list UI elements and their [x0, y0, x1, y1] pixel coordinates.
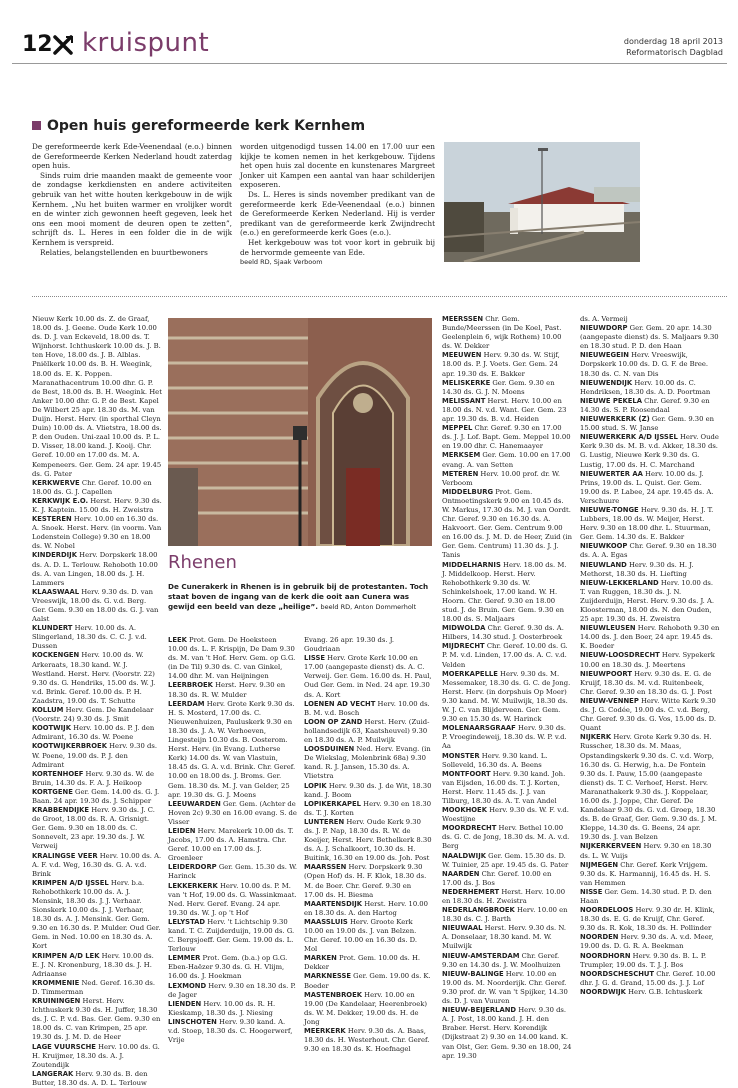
list-item: NIEUWAAL Herst. Herv. 9.30 ds. N. A. Donselaar, 18.30 kand. M. W. Muilwijk: [442, 924, 567, 951]
list-item: MEERKERK Herv. 9.30 ds. A. Baas, 18.30 ds. H. Westerhout. Chr. Geref. 9.30 en 18.30 ds. K. Hoefnagel: [304, 1027, 430, 1054]
section-title: kruispunt: [82, 28, 210, 58]
list-item: MEEUWEN Herv. 9.30 ds. W. Stijf, 18.00 ds. P. J. Voets. Ger. Gem. 24 apr. 19.30 ds. E. Bakker: [442, 351, 560, 378]
paragraph: Het kerkgebouw was tot voor kort in gebruik bij de hervormde gemeente van Ede.: [240, 237, 435, 257]
paper-name: Reformatorisch Dagblad: [626, 48, 723, 57]
church-list-column-4: [442, 315, 572, 1061]
list-item: LEEK Prot. Gem. De Hoeksteen 10.00 ds. L. F. Krispijn, De Dam 9.30 ds. M. van 't Hof. Herv. Gem. op G.G. (in De Til) 9.30 ds. C. van Ginkel, 14.00 dhr. M. van Heijningen: [168, 636, 296, 681]
list-item: MASTENBROEK Herv. 10.00 en 19.00 (De Kandelaar, Heerenbroek) ds. W. M. Dekker, 19.00 ds. H. de Jong: [304, 990, 427, 1026]
paragraph: Ds. L. Heres is sinds november predikant van de gereformeerde kerk Ede-Veenendaal (e.o.) binnen de Gereformeerde Kerken Nederland. Hij is verder predikant van de gereformeerde kerk Zwijndrecht (e.o.) en gereformeerde kerk Goes (e.o.).: [240, 189, 435, 238]
square-bullet-icon: [32, 121, 41, 130]
list-item: LEIDEN Herv. Marekerk 10.00 ds. T. Jacobs, 17.00 ds. A. Hamstra. Chr. Geref. 10.00 en 17.00 ds. J. Groenleer: [168, 826, 294, 863]
list-item: LOPIK Herv. 9.30 ds. J. de Wit, 18.30 kand. J. Boom: [304, 781, 432, 799]
article-kernhem: [32, 118, 732, 298]
list-item: KLAASWAAL Herv. 9.30 ds. D. van Vreeswijk, 18.00 ds. G. v.d. Berg. Ger. Gem. 9.30 en 18.00 ds. G. J. van Aalst: [32, 587, 159, 624]
list-item: NIEUW-VENNEP Herv. Witte Kerk 9.30 ds. J. G. Codée, 19.00 ds. C. v.d. Berg, Chr. Geref. 9.30 ds. G. Vos, 15.00 ds. D. Quant: [580, 696, 717, 733]
list-item: LELYSTAD Herv. 't Lichtschip 9.30 kand. T. C. Zuijderduijn, 19.00 ds. G. C. Bergsjoeff. Ger. Gem. 19.00 ds. L. Terlouw: [168, 917, 295, 954]
list-item: NIEUWKOOP Chr. Geref. 9.30 en 18.30 ds. A. A. Egas: [580, 542, 717, 560]
church-list-column-3: [304, 636, 432, 1054]
list-item: NAARDEN Chr. Geref. 10.00 en 17.00 ds. J. Bos: [442, 869, 552, 887]
list-item: LANGERAK Herv. 9.30 ds. B. den Butter, 18.30 ds. A. D. L. Terlouw: [32, 1069, 148, 1087]
list-item: LAGE VUURSCHE Herv. 10.00 ds. G. H. Kruijmer, 18.30 ds. A. J. Zoutendijk: [32, 1042, 160, 1069]
list-item: Nieuw Kerk 10.00 ds. Z. de Graaf, 18.00 ds. J. Geene. Oude Kerk 10.00 ds. D. J. van Eckeveld, 18.00 ds. T. Wijnhorst. Ichthuskerk 10.00 ds. J. B. ten Hove, 18.00 ds. J. B. Alblas. Pniëlkerk 10.00 ds. B. H. Weegink, 18.00 ds. E. K. Poppen. Maranathacentrum 10.00 dhr. G. P. de Best, 18.00 ds. B. H. Weegink. Het Anker 10.00 dhr. G. P. de Best. Kapel De Wilbert 25 apr. 18.30 ds. M. van Duijn. Herst. Herv. (in sporthal Cleyn Duin) 10.00 ds. A. Vlietstra, 18.00 ds. P. den Ouden. Uni-zaal 10.00 ds. P. L. D. Visser, 18.00 kand. J. Kooij. Chr. Geref. 10.00 en 17.00 ds. M. A. Kempeneers. Ger. Gem. 24 apr. 19.45 ds. G. Pater: [32, 315, 162, 478]
header-rule: [12, 63, 727, 64]
list-item: MERKSEM Ger. Gem. 10.00 en 17.00 evang. A. van Setten: [442, 451, 571, 469]
church-kernhem-photo: [444, 142, 640, 262]
list-item: LISSE Herv. Grote Kerk 10.00 en 17.00 (aangepaste dienst) ds. A. C. Verweij. Ger. Gem. 16.00 ds. H. Paul, Oud Ger. Gem. in Ned. 24 apr. 19.30 ds. A. Kort: [304, 654, 432, 699]
list-item: MOLENAARSGRAAF Herv. 9.30 ds. P. Vroegindeweij, 18.30 ds. W. P. v.d. Aa: [442, 724, 567, 751]
list-item: NOORDSCHESCHUT Chr. Geref. 10.00 dhr. J. G. d. Grand, 15.00 ds. J. J. Lof: [580, 969, 716, 987]
paragraph: Relaties, belangstellenden en buurtbewoners: [40, 247, 208, 257]
list-item: KOOTWIJK Herv. 10.00 ds. P. J. den Admirant, 16.30 ds. W. Poene: [32, 724, 155, 742]
list-item: NEDERLANGBROEK Herv. 10.00 en 18.30 ds. C. J. Barth: [442, 906, 568, 924]
list-item: LEERBROEK Herst. Herv. 9.30 en 18.30 ds. R. W. Mulder: [168, 681, 286, 699]
list-item: ds. A. Vermeij: [580, 315, 628, 323]
list-item: LOOSDUINEN Ned. Herv. Evang. (in De Wiekslag, Molenbrink 68a) 9.30 kand. R. J. Jansen, 15.30 ds. A. Vlietstra: [304, 745, 431, 781]
list-item: NIJKERKERVEEN Herv. 9.30 en 18.30 ds. L. W. Vuijs: [580, 842, 712, 860]
list-item: NIJKERK Herv. Grote Kerk 9.30 ds. H. Russcher, 18.30 ds. M. Maas, Opstandingskerk 9.30 ds. C. v.d. Worp, 16.30 ds. G. Herwig, h.a. De Fontein 9.30 ds. I. Pauw, 15.00 (aangepaste dienst) ds. T. C. Verhoef, Herst. Herv. Maranathakerk 9.30 ds. J. Koppelaar, 16.00 ds. J. Joppe, Chr. Geref. De Kandelaar 9.30 ds. G. v.d. Groep, 18.30 ds. B. de Graaf, Ger. Gem. 9.30 ds. J. M. Kleppe, 14.30 ds. G. Beens, 24 apr. 19.30 ds. J. van Belzen: [580, 733, 717, 842]
photo-credit: beeld RD, Anton Dommerholt: [320, 603, 417, 611]
list-item: MARKEN Prot. Gem. 10.00 ds. H. Dekker: [304, 954, 421, 972]
list-item: NIEUW-BEIJERLAND Herv. 9.30 ds. A. J. Post, 18.00 kand. J. H. den Braber. Herst. Herv. Korendijk (Dijkstraat 2) 9.30 en 14.00 kand. K. van Olst, Ger. Gem. 9.30 en 18.00, 24 apr. 19.30: [442, 1006, 572, 1060]
list-item: NIEUW-LOOSDRECHT Herv. Sypekerk 10.00 en 18.30 ds. J. Meertens: [580, 651, 715, 669]
list-item: KINDERDIJK Herv. Dorpskerk 18.00 ds. A. D. L. Terlouw. Rehoboth 10.00 ds. A. van Lingen, 18.00 ds. J. H. Lammers: [32, 551, 158, 587]
list-item: MARKNESSE Ger. Gem. 19.00 ds. K. Boeder: [304, 972, 431, 990]
list-item: MAASSLUIS Herv. Groote Kerk 10.00 en 19.00 ds. J. van Belzen. Chr. Geref. 10.00 en 16.30 ds. D. Mol: [304, 917, 418, 954]
list-item: MONTFOORT Herv. 9.30 kand. Joh. van Eijsden, 16.00 ds. T. J. Korten, Herst. Herv. 11.45 ds. J. J. van Tilburg, 18.30 ds. A. T. van Andel: [442, 769, 566, 805]
list-item: NIEUWE-TONGE Herv. 9.30 ds. H. J. T. Lubbers, 18.00 ds. W. Meijer, Herst. Herv. 9.30 en 18.00 dhr. L. Stuurman, Ger. Gem. 14.30 ds. E. Bakker: [580, 505, 714, 542]
list-item: LOON OP ZAND Herst. Herv. (Zuid-hollandsedijk 63, Kaatsheuvel) 9.30 en 18.30 ds. A. P. Muilwijk: [304, 717, 430, 745]
page-header: [12, 30, 727, 64]
cunerakerk-photo: [168, 318, 432, 546]
paragraph: Sinds ruim drie maanden maakt de gemeente voor de zondagse kerkdiensten en andere activiteiten gebruik van het witte houten kerkgebouw in de wijk Kernhem. „Nu het buiten warmer en vrolijker wordt en de winter zich gewonnen heeft gegeven, leek het ons een mooi moment de deuren open te zetten”, schrijft ds. L. Heres in een folder die in de wijk Kernhem is verspreid.: [32, 170, 232, 247]
list-item: KOOTWIJKERBROEK Herv. 9.30 ds. W. Poene, 19.00 ds. P. J. den Admirant: [32, 742, 157, 769]
rhenen-title: Rhenen: [168, 552, 237, 573]
list-item: LOENEN AD VECHT Herv. 10.00 ds. B. M. v.d. Bosch: [304, 699, 430, 717]
list-item: MIDWOLDA Chr. Geref. 9.30 ds. A. Hilbers, 14.30 stud. J. Oosterbroek: [442, 624, 564, 642]
list-item: MELISKERKE Ger. Gem. 9.30 en 14.30 ds. G. J. N. Moens: [442, 378, 555, 396]
list-item: KORTGENE Ger. Gem. 14.00 ds. G. J. Baan. 24 apr. 19.30 ds. J. Schipper: [32, 787, 160, 805]
list-item: NIEUWE PEKELA Chr. Geref. 9.30 en 14.30 ds. S. P. Roosendaal: [580, 396, 710, 414]
paragraph: worden uitgenodigd tussen 14.00 en 17.00 uur een kijkje te komen nemen in het kerkgebouw. Tijdens het open huis zal docente en kunstenares Margreet Jonker uit Kampen een aantal van haar schilderijen exposeren.: [240, 142, 435, 190]
list-item: NIEUWERKERK (Z) Ger. Gem. 9.30 en 15.00 stud. S. W. Janse: [580, 415, 715, 433]
issue-date: donderdag 18 april 2013: [623, 37, 723, 46]
list-item: KRABBENDIJKE Herv. 9.30 ds. J. C. de Groot, 18.00 ds. R. A. Grisnigt. Ger. Gem. 9.30 en 18.00 ds. C. Sonnevelt, 23 apr. 19.30 ds. J. W. Verweij: [32, 806, 155, 851]
list-item: MAARTENSDIJK Herst. Herv. 10.00 en 18.30 ds. A. den Hartog: [304, 899, 428, 917]
header-meta: [624, 36, 723, 58]
list-item: LEKKERKERK Herv. 10.00 ds. P. M. van 't Hof, 19.00 ds. G. Wassinkmaat. Ned. Herv. Geref. Evang. 24 apr. 19.30 ds. W. J. op 't Hof: [168, 881, 297, 917]
list-item: KRUININGEN Herst. Herv. Ichthuskerk 9.30 ds. H. Juffer, 18.30 ds. J. C. P. v.d. Bas. Ger. Gem. 9.30 en 18.00 ds. C. van Krimpen, 25 apr. 19.30 ds. J. M. D. de Heer: [32, 997, 161, 1042]
list-item: MELISSANT Herst. Herv. 10.00 en 18.00 ds. N. v.d. Want. Ger. Gem. 23 apr. 19.30 ds. B. v.d. Heiden: [442, 396, 567, 424]
rhenen-caption: De Cunerakerk in Rhenen is in gebruik bij de protestanten. Toch staat boven de ingang van de kerk die ooit aan Cunera was gewijd een beeld van deze „heilige”. beeld RD, Anton Dommerholt: [168, 582, 429, 611]
list-item: KERKWERVE Chr. Geref. 10.00 en 18.00 ds. G. J. Capellen: [32, 478, 152, 496]
list-item: NIEUW-AMSTERDAM Chr. Geref. 9.30 en 14.30 ds. J. W. Moolhuizen: [442, 951, 561, 969]
list-item: NIEUWLEUSEN Herv. Rehoboth 9.30 en 14.00 ds. J. den Boer, 24 apr. 19.45 ds. K. Boeder: [580, 624, 720, 651]
article-column-2: [240, 142, 435, 268]
paragraph: De gereformeerde kerk Ede-Veenendaal (e.o.) binnen de Gereformeerde Kerken Nederland houdt zaterdag open huis.: [32, 142, 232, 171]
list-item: NOORDEN Herv. 9.30 ds. A. v.d. Meer, 19.00 ds. D. G. R. A. Beekman: [580, 933, 714, 951]
list-item: NIEUWLAND Herv. 9.30 ds. H. J. Methorst, 18.30 ds. H. Liefting: [580, 560, 694, 578]
list-item: NIEUWERTER AA Herv. 10.00 ds. J. Prins, 19.00 ds. L. Quist. Ger. Gem. 19.00 ds. P. Labee, 24 apr. 19.45 ds. A. Verschuure: [580, 469, 714, 505]
church-list-column-5: [580, 315, 720, 997]
church-list-column-1: [32, 315, 162, 1088]
list-item: NEDERHEMERT Herst. Herv. 10.00 en 18.30 ds. H. Zweistra: [442, 887, 566, 905]
list-item: NIEUWERKERK A/D IJSSEL Herv. Oude Kerk 9.30 ds. M. B. v.d. Akker, 18.30 ds. G. Lustig, Nieuwe Kerk 9.30 ds. G. Lustig, 17.00 ds. H. C. Marchand: [580, 433, 719, 469]
church-list-column-2: [168, 636, 298, 1045]
list-item: MOOKHOEK Herv. 9.30 ds. W. F. v.d. Woestijne: [442, 806, 569, 824]
list-item: MOORDRECHT Herv. Bethel 10.00 ds. G. C. de Jong, 18.30 ds. M. A. v.d. Berg: [442, 824, 570, 851]
list-item: NIJMEGEN Chr. Geref. Kerk Vrijgem. 9.30 ds. K. Harmannij, 16.45 ds. H. S. van Hemmen: [580, 860, 711, 887]
photo-credit: beeld RD, Sjaak Verboom: [240, 258, 323, 267]
list-item: KORTENHOEF Herv. 9.30 ds. W. de Bruin, 14.30 ds. F. A. J. Heikoop: [32, 769, 155, 787]
list-item: NIEUWEGEIN Herv. Vreeswijk, Dorpskerk 10.00 ds. D. G. F. de Bree. 18.30 ds. C. N. van Dis: [580, 351, 709, 378]
list-item: LEEUWARDEN Ger. Gem. (Achter de Hoven 2c) 9.30 en 16.00 evang. S. de Visser: [168, 799, 297, 826]
list-item: Evang. 26 apr. 19.30 ds. J. Goudriaan: [304, 636, 395, 654]
list-item: NIEUW-BALINGE Herv. 10.00 en 19.00 ds. M. Noorderijk. Chr. Geref. 9.30 prof. dr. W. van 't Spijker, 14.30 ds. D. J. van Vuuren: [442, 969, 568, 1006]
list-item: LEIDERDORP Ger. Gem. 15.30 ds. W. Harinck: [168, 863, 298, 881]
list-item: KERKWIJK E.O. Herst. Herv. 9.30 ds. K. J. Kaptein. 15.00 ds. H. Zweistra: [32, 496, 162, 514]
article-column-1: [32, 142, 232, 257]
list-item: METEREN Herv. 10.00 prof. dr. W. Verboom: [442, 469, 561, 487]
list-item: LEXMOND Herv. 9.30 en 18.30 ds. P. de Jager: [168, 981, 296, 999]
list-item: NOORDELOOS Herv. 9.30 dr. H. Klink, 18.30 ds. E. G. de Kruijf, Chr. Geref. 9.30 ds. R. Kok, 18.30 ds. H. Pollinder: [580, 906, 715, 933]
list-item: NIEUWENDIJK Herv. 10.00 ds. C. Hendriksen, 18.30 ds. A. D. Poortman: [580, 378, 711, 396]
list-item: MIJDRECHT Chr. Geref. 10.00 ds. G. P. M. v.d. Linden, 17.00 ds. A. C. v.d. Velden: [442, 642, 568, 669]
headline-text: Open huis gereformeerde kerk Kernhem: [47, 118, 366, 134]
list-item: LEMMER Prot. Gem. (b.a.) op G.G. Eben-Haëzer 9.30 ds. G. H. Vlijm, 16.00 ds. J. Hoekman: [168, 954, 288, 981]
list-item: NIEUWDORP Ger. Gem. 20 apr. 14.30 (aangepaste dienst) ds. S. Maljaars 9.30 en 18.30 stud. P. D. den Haan: [580, 324, 719, 351]
section-divider: [32, 296, 727, 297]
list-item: NOORDWIJK Herv. G.B. Ichtuskerk: [580, 987, 703, 996]
list-item: MEERSSEN Chr. Gem. Bunde/Meerssen (in De Koel, Past. Geelenplein 6, wijk Rothem) 10.00 ds. W. Dekker: [442, 315, 562, 351]
list-item: KRIMPEN A/D LEK Herv. 10.00 ds. E. J. N. Kronenburg, 18.30 ds. J. H. Adriaanse: [32, 951, 154, 978]
list-item: KRIMPEN A/D IJSSEL Herv. b.a. Rehobothkerk 10.00 ds. A. J. Mensink, 18.30 ds. J. J. Verhaar. Sionskerk 10.00 ds. J. J. Verhaar, 18.30 ds. A. J. Mensink. Ger. Gem. 9.30 en 16.30 ds. P. Mulder. Oud Ger. Gem. in Ned. 10.00 en 18.30 ds. A. Kort: [32, 878, 161, 951]
list-item: LEERDAM Herv. Grote Kerk 9.30 ds. H. S. Mosterd, 17.00 ds. C. Nieuwenhuizen, Pauluskerk 9.30 en 18.30 ds. J. A. W. Verhoeven, Lingesteijn 10.30 ds. B. Oosterom. Herst. Herv. (in Evang. Lutherse Kerk) 14.00 ds. W. van Vlastuin, 18.45 ds. G. A. v.d. Brink. Chr. Geref. 10.00 en 18.00 ds. J. Broms. Ger. Gem. 18.30 ds. M. J. van Gelder, 25 apr. 19.30 ds. G. J. Moens: [168, 699, 296, 799]
list-item: MIDDELBURG Prot. Gem. Ontmoetingskerk 9.00 en 10.45 ds. W. Markus, 17.30 ds. M. J. van Oordt. Chr. Geref. 9.30 en 16.30 ds. A. Hakvoort. Ger. Gem. Centrum 9.00 en 16.00 ds. J. M. D. de Heer, Zuid (in Ger. Gem. Centrum) 11.30 ds. J. J. Tanis: [442, 487, 572, 560]
list-item: LOPIKERKAPEL Herv. 9.30 en 18.30 ds. T. J. Korten: [304, 799, 432, 817]
cross-arrow-icon: [52, 34, 74, 61]
article-headline: [32, 118, 365, 134]
list-item: KLUNDERT Herv. 10.00 ds. A. Slingerland, 18.30 ds. C. C. J. v.d. Dussen: [32, 624, 147, 651]
list-item: NISSE Ger. Gem. 14.30 stud. P. D. den Haan: [580, 887, 712, 905]
list-item: NIEUW-LEKKERLAND Herv. 10.00 ds. T. van Ruggen, 18.30 ds. J. N. Zuijderduijn, Herst. Herv. 9.30 ds. J. A. Kloosterman, 18.00 ds. N. den Ouden, 25 apr. 19.30 ds. H. Zweistra: [580, 578, 715, 624]
list-item: MOERKAPELLE Herv. 9.30 ds. M. Messemaker, 18.30 ds. G. C. de Jong. Herst. Herv. (in dorpshuis Op Moer) 9.30 kand. M. W. Muilwijk, 18.30 ds. W. J. C. van Blijderveen. Ger. Gem. 9.30 en 15.30 ds. W. Harinck: [442, 669, 571, 724]
list-item: KOLLUM Herv. Gem. De Kandelaar (Voorstr. 24) 9.30 ds. J. Smit: [32, 706, 154, 724]
list-item: MAARSSEN Herv. Dorpskerk 9.30 (Open Hof) ds. H. F. Klok, 18.30 ds. M. de Boer. Chr. Geref. 9.30 en 17.00 ds. H. Biesma: [304, 863, 427, 899]
list-item: LIENDEN Herv. 10.00 ds. R. H. Kieskamp, 18.30 ds. J. Niesing: [168, 999, 276, 1017]
list-item: MONSTER Herv. 9.30 kand. L. Solleveld, 16.30 ds. A. Beens: [442, 751, 548, 769]
list-item: MEPPEL Chr. Geref. 9.30 en 17.00 ds. J. J. Lof. Bapt. Gem. Meppel 10.00 en 19.00 dhr. C. Hanemaayer: [442, 424, 571, 451]
list-item: NIEUWPOORT Herv. 9.30 ds. E. G. de Kruijf, 18.30 ds. M. v.d. Ruitenbeek, Chr. Geref. 9.30 en 18.30 ds. G. J. Post: [580, 669, 712, 696]
list-item: LINSCHOTEN Herv. 9.30 kand. A. v.d. Stoep, 18.30 ds. C. Hoogerwerf, Vrije: [168, 1017, 293, 1045]
list-item: MIDDELHARNIS Herv. 18.00 ds. M. J. Middelkoop. Herst. Herv. Rehobothkerk 9.30 ds. W. Schinkelshoek, 17.00 kand. W. H. Hoorn. Chr. Geref. 9.30 en 18.00 stud. J. de Bruin. Ger. Gem. 9.30 en 18.00 ds. S. Maljaars: [442, 560, 567, 624]
list-item: NAALDWIJK Ger. Gem. 15.30 ds. D. W. Tuinier, 25 apr. 19.45 ds. G. Pater: [442, 851, 569, 869]
list-item: NOORDHORN Herv. 9.30 ds. B. L. P. Trumpler, 19.00 ds. T. J. J. Bos: [580, 951, 707, 969]
list-item: KOCKENGEN Herv. 10.00 ds. W. Arkeraats, 18.30 kand. W. J. Westland. Herst. Herv. (Voorstr. 22) 9.30 ds. G. Hendriks, 15.00 ds. W. J. v.d. Brink. Geref. 10.00 ds. P. H. Zaadstra, 19.00 ds. T. Schutte: [32, 651, 156, 705]
list-item: KESTEREN Herv. 10.00 en 16.30 ds. A. Snoek. Herst. Herv. (in voorm. Van Lodenstein College) 9.30 en 18.00 ds. W. Nobel: [32, 515, 162, 551]
list-item: KRALINGSE VEER Herv. 10.00 ds. A. A. F. v.d. Weg, 16.30 ds. G. A. v.d. Brink: [32, 851, 162, 878]
page-number: 12: [22, 32, 53, 57]
list-item: LUNTEREN Herv. Oude Kerk 9.30 ds. J. P. Nap, 18.30 ds. R. W. de Koeijer, Herst. Herv. Bethelkerk 8.30 ds. A. J. Schalkoort, 10.30 ds. H. Buitink, 16.30 en 19.00 ds. Joh. Post: [304, 817, 432, 863]
list-item: KROMMENIE Ned. Geref. 16.30 ds. D. Timmerman: [32, 978, 156, 996]
